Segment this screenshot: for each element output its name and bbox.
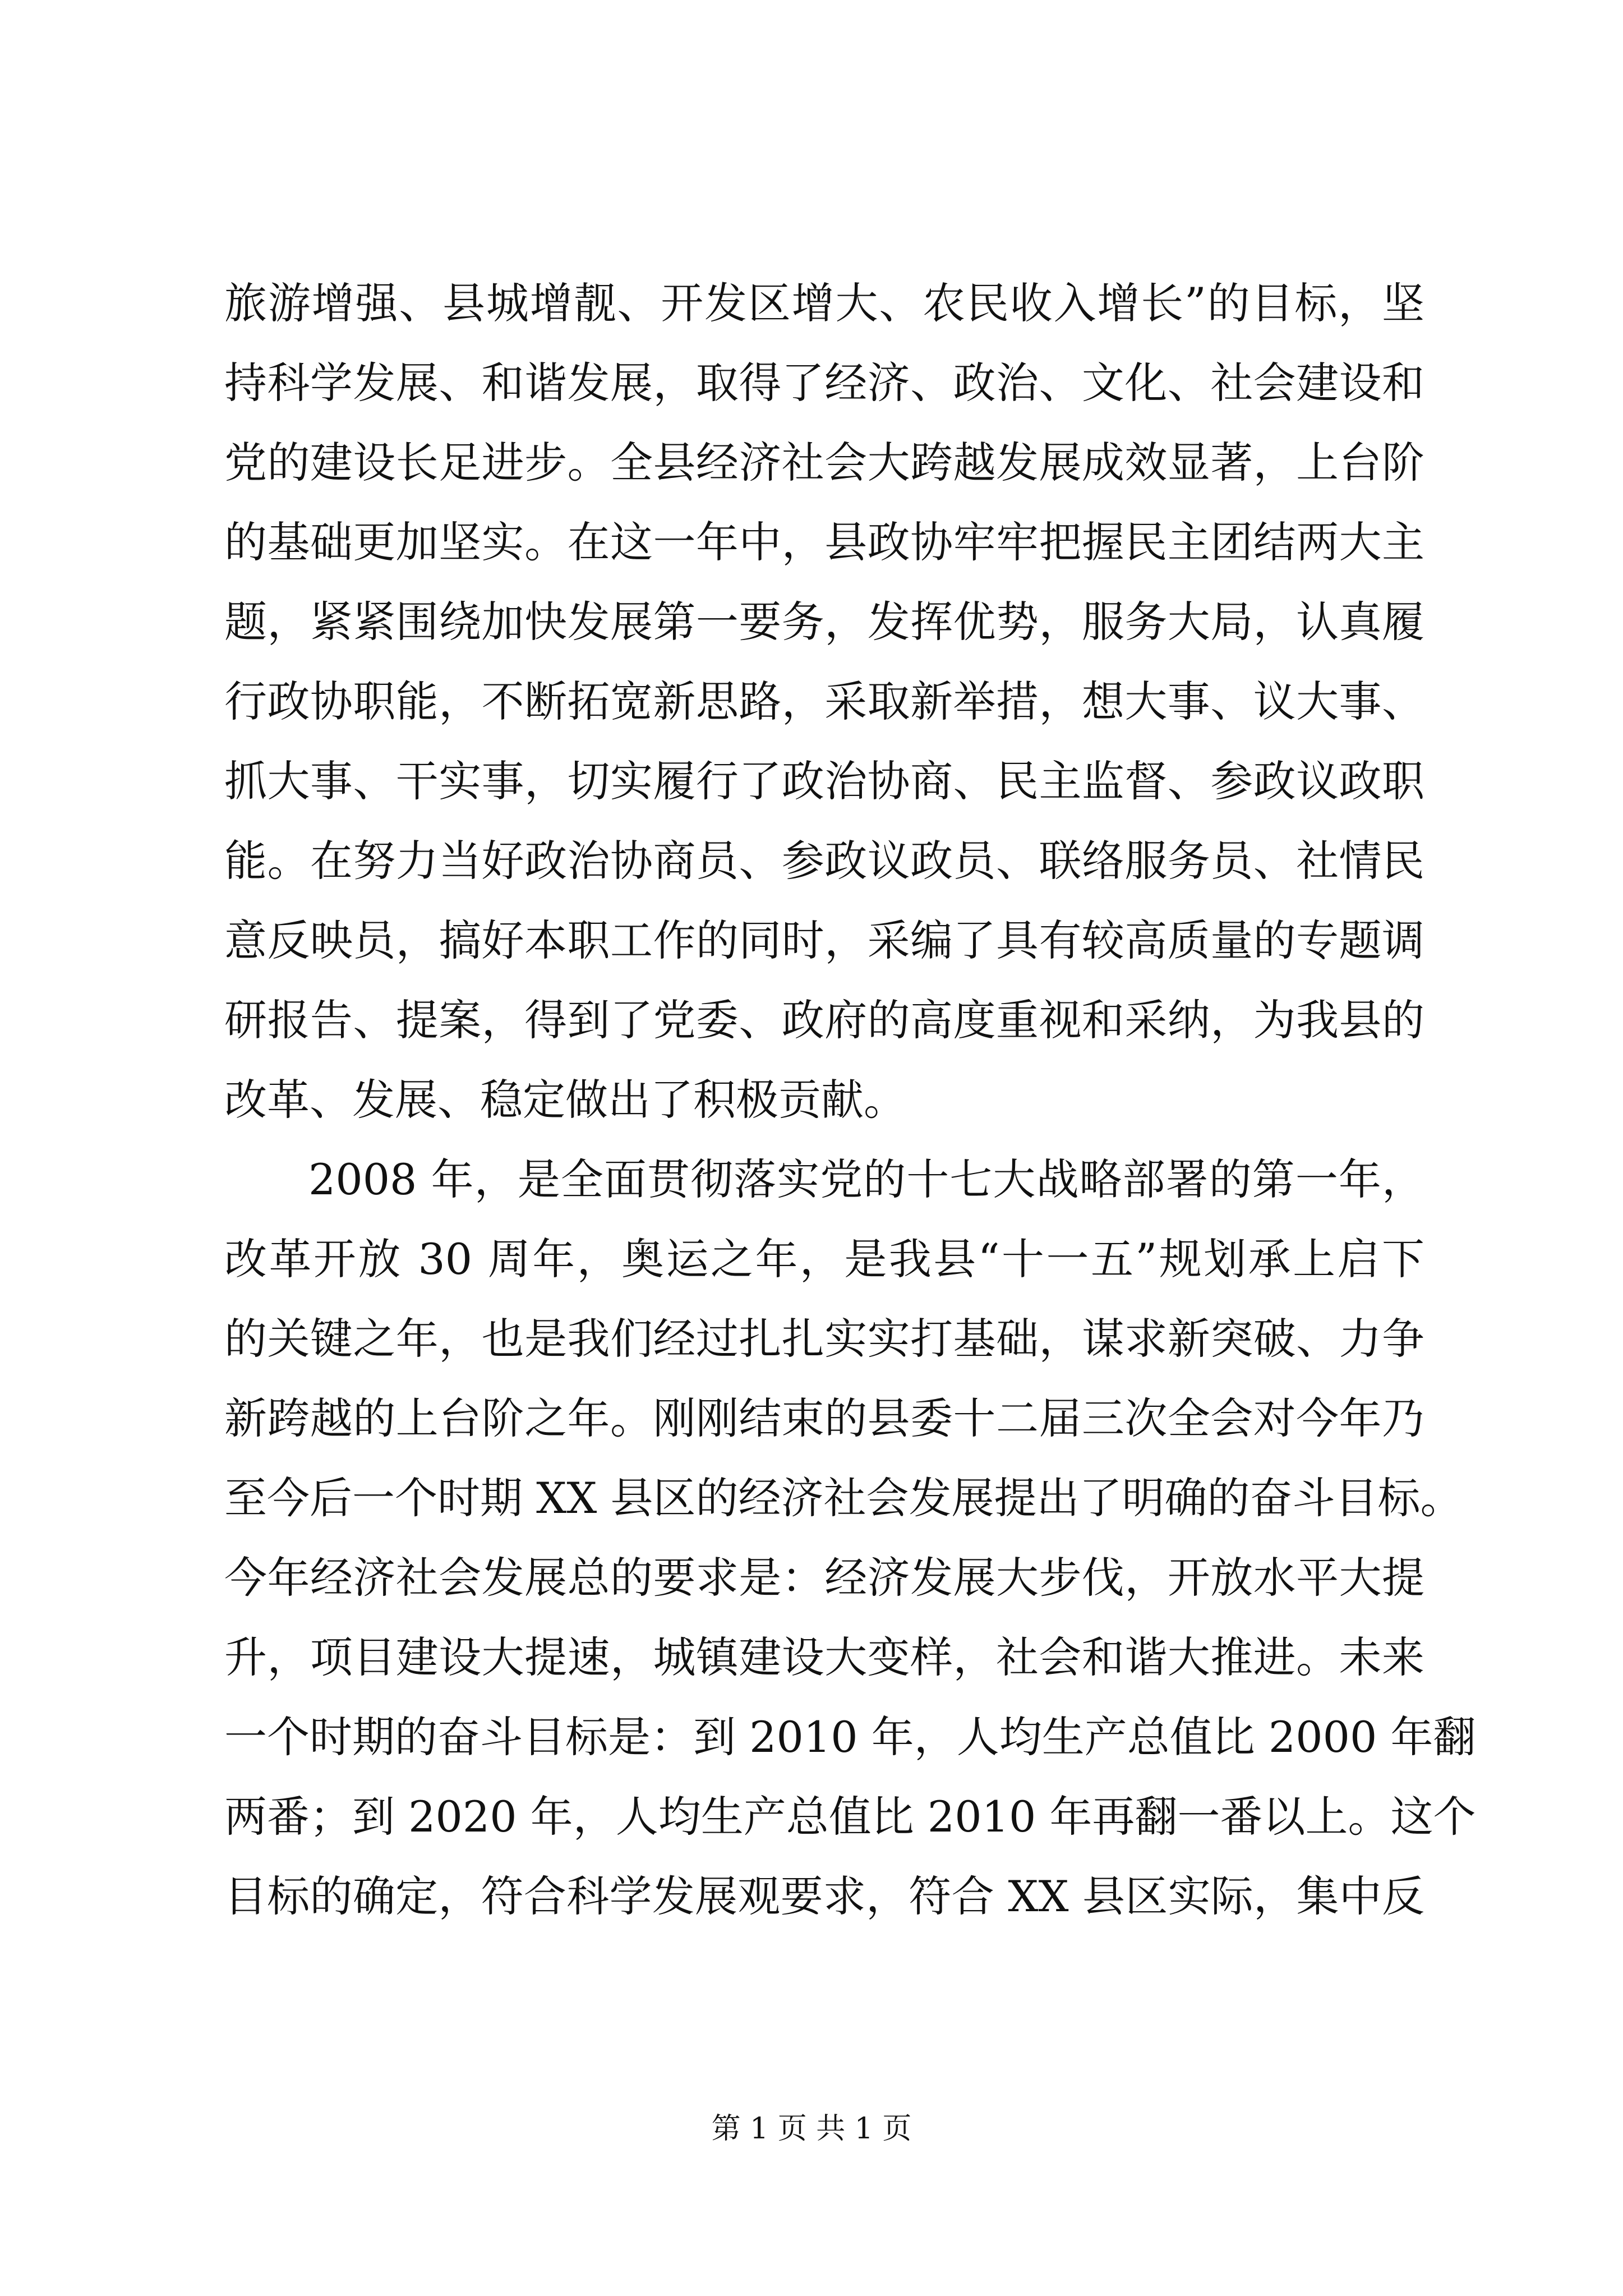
text-line: 一个时期的奋斗目标是：到 2010 年，人均生产总值比 2000 年翻 bbox=[224, 1712, 1476, 1762]
text-line: 改革、发展、稳定做出了积极贡献。 bbox=[224, 1075, 906, 1125]
text-line: 题，紧紧围绕加快发展第一要务，发挥优势，服务大局，认真履 bbox=[224, 597, 1424, 647]
text-line: 旅游增强、县城增靓、开发区增大、农民收入增长”的目标，坚 bbox=[224, 278, 1424, 328]
page-number-footer: 第 1 页 共 1 页 bbox=[711, 2112, 912, 2146]
text-line: 改革开放 30 周年，奥运之年，是我县“十一五”规划承上启下 bbox=[224, 1234, 1424, 1284]
text-line: 行政协职能，不断拓宽新思路，采取新举措，想大事、议大事、 bbox=[224, 677, 1424, 726]
text-line: 研报告、提案，得到了党委、政府的高度重视和采纳，为我县的 bbox=[224, 995, 1424, 1045]
paragraph-2 bbox=[224, 1140, 1476, 1936]
text-line: 今年经济社会发展总的要求是：经济发展大步伐，开放水平大提 bbox=[224, 1553, 1424, 1603]
text-line: 目标的确定，符合科学发展观要求，符合 XX 县区实际，集中反 bbox=[224, 1871, 1424, 1921]
text-line: 新跨越的上台阶之年。刚刚结束的县委十二届三次全会对今年乃 bbox=[224, 1393, 1424, 1443]
text-line: 的关键之年，也是我们经过扎扎实实打基础，谋求新突破、力争 bbox=[224, 1314, 1424, 1364]
text-line: 两番；到 2020 年，人均生产总值比 2010 年再翻一番以上。这个 bbox=[224, 1792, 1476, 1842]
text-line: 至今后一个时期 XX 县区的经济社会发展提出了明确的奋斗目标。 bbox=[224, 1473, 1463, 1523]
text-line: 意反映员，搞好本职工作的同时，采编了具有较高质量的专题调 bbox=[224, 915, 1424, 965]
text-line: 的基础更加坚实。在这一年中，县政协牢牢把握民主团结两大主 bbox=[224, 517, 1424, 567]
text-line: 升，项目建设大提速，城镇建设大变样，社会和谐大推进。未来 bbox=[224, 1632, 1424, 1682]
document-body bbox=[224, 264, 1476, 1936]
paragraph-1 bbox=[224, 264, 1424, 1140]
text-line: 持科学发展、和谐发展，取得了经济、政治、文化、社会建设和 bbox=[224, 358, 1424, 408]
text-line: 2008 年，是全面贯彻落实党的十七大战略部署的第一年， bbox=[308, 1154, 1424, 1204]
text-line: 抓大事、干实事，切实履行了政治协商、民主监督、参政议政职 bbox=[224, 756, 1424, 806]
text-line: 能。在努力当好政治协商员、参政议政员、联络服务员、社情民 bbox=[224, 836, 1424, 886]
text-line: 党的建设长足进步。全县经济社会大跨越发展成效显著，上台阶 bbox=[224, 438, 1424, 487]
